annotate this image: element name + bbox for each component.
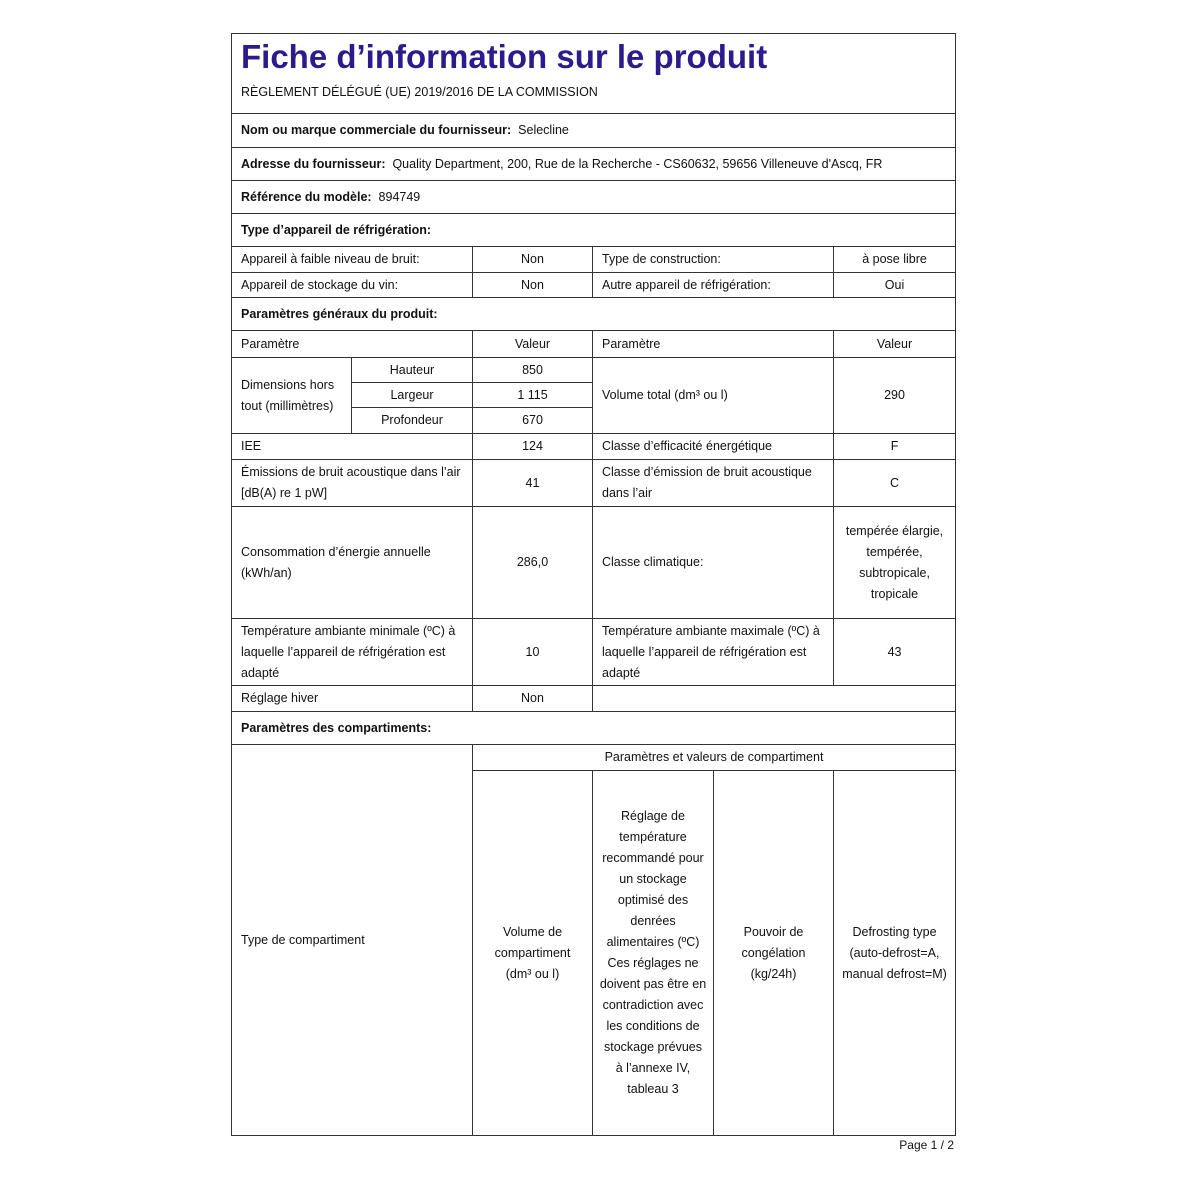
- climate-label: Classe climatique:: [593, 507, 834, 619]
- dimensions-label: Dimensions hors tout (millimètres): [232, 358, 352, 434]
- regulation-text: RÈGLEMENT DÉLÉGUÉ (UE) 2019/2016 DE LA COMMISSION: [241, 85, 598, 99]
- supplier-address-label: Adresse du fournisseur:: [241, 156, 386, 171]
- consumption-value: 286,0: [473, 507, 593, 619]
- table-row: [232, 434, 956, 460]
- temp-min-value: 10: [473, 619, 593, 686]
- depth-label: Profondeur: [352, 408, 473, 434]
- noise-label: Émissions de bruit acoustique dans l’air [dB(A) re 1 pW]: [232, 460, 473, 507]
- supplier-address-value: Quality Department, 200, Rue de la Recherche - CS60632, 59656 Villeneuve d'Ascq, FR: [392, 156, 883, 171]
- compartment-defrost-header: Defrosting type (auto-defrost=A, manual defrost=M): [834, 771, 956, 1136]
- wine-value: Non: [473, 273, 593, 298]
- empty-cell: [593, 686, 956, 712]
- iee-label: IEE: [232, 434, 473, 460]
- climate-value: tempérée élargie, tempérée, subtropicale, tropicale: [834, 507, 956, 619]
- page-title: Fiche d’information sur le produit: [241, 38, 768, 75]
- construction-value: à pose libre: [834, 247, 956, 273]
- temp-max-label: Température ambiante maximale (ºC) à laquelle l’appareil de réfrigération est adapté: [593, 619, 834, 686]
- width-value: 1 115: [473, 383, 593, 408]
- col-value-2: Valeur: [834, 331, 956, 358]
- temp-min-label: Température ambiante minimale (ºC) à laquelle l’appareil de réfrigération est adapté: [232, 619, 473, 686]
- width-label: Largeur: [352, 383, 473, 408]
- volume-label: Volume total (dm³ ou l): [593, 358, 834, 434]
- table-row: [232, 247, 956, 273]
- appliance-type-heading: Type d’appareil de réfrigération:: [232, 214, 956, 247]
- compartment-group-row: [232, 745, 956, 771]
- col-param-2: Paramètre: [593, 331, 834, 358]
- other-value: Oui: [834, 273, 956, 298]
- construction-label: Type de construction:: [593, 247, 834, 273]
- general-header-row: [232, 331, 956, 358]
- table-row: [232, 460, 956, 507]
- energy-class-label: Classe d’efficacité énergétique: [593, 434, 834, 460]
- table-row: [232, 686, 956, 712]
- model-ref-row: [232, 181, 956, 214]
- winter-label: Réglage hiver: [232, 686, 473, 712]
- model-ref-label: Référence du modèle:: [241, 189, 372, 204]
- compartment-temp-header: Réglage de température recommandé pour un stockage optimisé des denrées alimentaires (ºC) Ces réglages ne doivent pas être en contradiction avec les conditions de stockage prévues à l’annexe IV, tableau 3: [593, 771, 714, 1136]
- consumption-label: Consommation d’énergie annuelle (kWh/an): [232, 507, 473, 619]
- low-noise-value: Non: [473, 247, 593, 273]
- info-table: [231, 33, 956, 1136]
- model-ref-value: 894749: [378, 189, 421, 204]
- product-information-sheet: [231, 33, 955, 1136]
- compartment-type-label: Type de compartiment: [232, 745, 473, 1136]
- compartments-heading: Paramètres des compartiments:: [232, 712, 956, 745]
- volume-value: 290: [834, 358, 956, 434]
- supplier-name-value: Selecline: [518, 123, 569, 137]
- energy-class-value: F: [834, 434, 956, 460]
- other-label: Autre appareil de réfrigération:: [593, 273, 834, 298]
- height-label: Hauteur: [352, 358, 473, 383]
- table-row: [232, 273, 956, 298]
- height-value: 850: [473, 358, 593, 383]
- table-row: [232, 619, 956, 686]
- supplier-name-label: Nom ou marque commerciale du fournisseur:: [241, 123, 512, 137]
- general-heading: Paramètres généraux du produit:: [232, 298, 956, 331]
- col-param: Paramètre: [232, 331, 473, 358]
- table-row: [232, 507, 956, 619]
- noise-class-label: Classe d’émission de bruit acoustique dans l’air: [593, 460, 834, 507]
- supplier-name-row: [232, 114, 956, 148]
- col-value: Valeur: [473, 331, 593, 358]
- depth-value: 670: [473, 408, 593, 434]
- iee-value: 124: [473, 434, 593, 460]
- wine-label: Appareil de stockage du vin:: [232, 273, 473, 298]
- compartment-freezing-header: Pouvoir de congélation (kg/24h): [714, 771, 834, 1136]
- noise-value: 41: [473, 460, 593, 507]
- noise-class-value: C: [834, 460, 956, 507]
- table-row: [232, 358, 956, 383]
- supplier-address-row: [232, 148, 956, 181]
- header-row: [232, 34, 956, 114]
- page-number: Page 1 / 2: [899, 1138, 954, 1152]
- winter-value: Non: [473, 686, 593, 712]
- temp-max-value: 43: [834, 619, 956, 686]
- compartment-volume-header: Volume de compartiment (dm³ ou l): [473, 771, 593, 1136]
- compartment-group-header: Paramètres et valeurs de compartiment: [473, 745, 956, 771]
- low-noise-label: Appareil à faible niveau de bruit:: [232, 247, 473, 273]
